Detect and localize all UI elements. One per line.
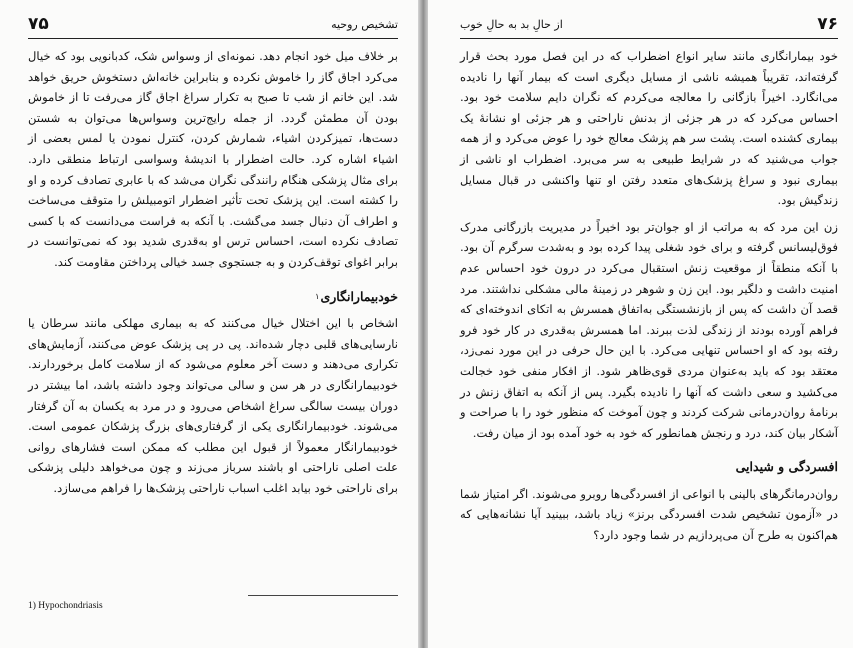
footnote-rule — [248, 595, 398, 596]
section-heading-text: خودبیمارانگاری — [320, 288, 398, 304]
section-heading — [460, 457, 838, 478]
paragraph: روان‌درمانگرهای بالینی با انواعی از افسردگی‌ها روبرو می‌شوند. اگر امتیاز شما در «آزمون تشخیص شدت افسردگی برنز» زیاد باشد، ببینید آیا نشانه‌هایی که هم‌اکنون به طرح آن می‌پردازیم در شما وجود دارد؟ — [460, 486, 838, 543]
header-rule — [28, 38, 398, 39]
right-page — [428, 0, 853, 648]
footnote-marker: ۱ — [315, 291, 320, 301]
paragraph: بر خلاف میل خود انجام دهد. نمونه‌ای از وسواس شک، کدبانویی بود که خیال می‌کرد اجاق گاز را خاموش نکرده و بنابراین خانه‌اش دستخوش حریق خواهد شد. این خانم از شب تا صبح به تکرار سراغ اجاق گاز می‌رفت تا از خاموش بودن آن مطمئن گردد. از جمله رایج‌ترین وسواس‌ها می‌توان به شستن دست‌ها، تمیزکردن اشیاء، شمارش کردن، کنترل نمودن یا لمس بعضی از اشیاء اشاره کرد. حالت اضطرار با اندیشهٔ وسواسی ارتباط منطقی دارد. برای مثال پزشکی هنگام رانندگی نگران می‌شد که با عابری تصادف کرده و او را کشته است. این پزشک تحت تأثیر اضطرار اتومبیلش را متوقف می‌ساخت و اطراف آن دنبال جسد می‌گشت. با آنکه به فراست می‌دانست که با کسی تصادف نکرده است، احساس ترس او به‌قدری شدید بود که نمی‌توانست در برابر اغوای توقف‌کردن و به جستجوی جسد خیالی پرداختن مقاومت کند. — [28, 49, 398, 269]
left-page-header — [28, 14, 398, 34]
paragraph: خود بیمارانگاری مانند سایر انواع اضطراب که در این فصل مورد بحث قرار گرفته‌اند، تقریباً همیشه ناشی از مسایل دیگری است که بیمار آنها را نادیده می‌انگارد. اخیراً بازگانی را معالجه می‌کردم که نگران دایم سلامت خود بود. احساس می‌کرد که در هر جزئی از بدنش ناراحتی و هر جزئی او نشانهٔ یک بیماری کشنده است. پشت سر هم پزشک معالج خود را عوض می‌کرد و از همه جواب می‌شنید که در شرایط طبیعی به سر می‌برد. اضطراب او ناشی از بیماری نبود و سراغ پزشک‌های متعدد رفتن او تنها واکنشی در قبال مسایل زندگیش بود. — [460, 49, 838, 208]
right-page-body — [460, 46, 838, 546]
running-title: از حالِ بد به حالِ خوب — [460, 17, 563, 31]
page-number: ۷۶ — [817, 14, 838, 34]
left-page-body — [28, 46, 398, 498]
page-number: ۷۵ — [28, 14, 49, 34]
section-heading — [28, 287, 398, 308]
left-page — [0, 0, 420, 648]
paragraph: زن این مرد که به مراتب از او جوان‌تر بود اخیراً در مدیریت بازرگانی مدرک فوق‌لیسانس گرفته و برای خود شغلی پیدا کرده بود و به‌شدت سرگرم آن بود. با آنکه منطقاً از موقعیت زنش استقبال می‌کرد در درون خود احساس عدم امنیت داشت و دلگیر بود. این زن و شوهر در زمینهٔ مالی مشکلی نداشتند. مرد قصد آن داشت که پس از بازنشستگی به‌اتفاق همسرش به اتکای اندوخته‌ای که فراهم آورده بودند از زندگی لذت ببرند. اما همسرش به‌قدری در کار خود فرو رفته بود که او احساس تنهایی می‌کرد. با این حال حرفی در این مورد نمی‌زد، معتقد بود که باید به‌عنوان مردی قوی‌ظاهر شود. از افکار منفی خود خجالت می‌کشید و سعی داشت که آنها را نادیده بگیرد. پس از آنکه به اتفاق زنش در برنامهٔ روان‌درمانی شرکت کردند و چون آموخت که منظور خود را با صراحت و آشکار بیان کند، درد و رنجش همانطور که خود به خود آمده بود از میان رفت. — [460, 219, 838, 440]
right-page-header — [460, 14, 838, 34]
header-rule — [460, 38, 838, 39]
section-heading-text: افسردگی و شیدایی — [735, 459, 838, 475]
running-title: تشخیص روحیه — [331, 17, 398, 31]
paragraph: اشخاص با این اختلال خیال می‌کنند که به بیماری مهلکی مانند سرطان یا نارسایی‌های قلبی دچار شده‌اند. پی در پی پزشک عوض می‌کنند، آزمایش‌های تکراری می‌دهند و دست آخر معلوم می‌شود که از سلامت کامل برخوردارند. خودبیمارانگاری در هر سن و سالی می‌تواند وجود داشته باشد، اما بیشتر در دوران بیست سالگی سراغ اشخاص می‌رود و در مرد به یکسان به آن گرفتار می‌شوند. خودبیمارانگاری یکی از گرفتاری‌های بزرگ پزشکان عمومی است. خودبیمارانگار معمولاً از قبول این مطلب که ممکن است فشارهای روانی علت اصلی ناراحتی او باشند سرباز می‌زند و چون می‌خواهد دلیلی پزشکی برای ناراحتی خود بیابد اغلب اسباب ناراحتی پزشک‌ها را فراهم می‌سازد. — [28, 316, 398, 495]
footnote: 1) Hypochondriasis — [28, 601, 103, 611]
